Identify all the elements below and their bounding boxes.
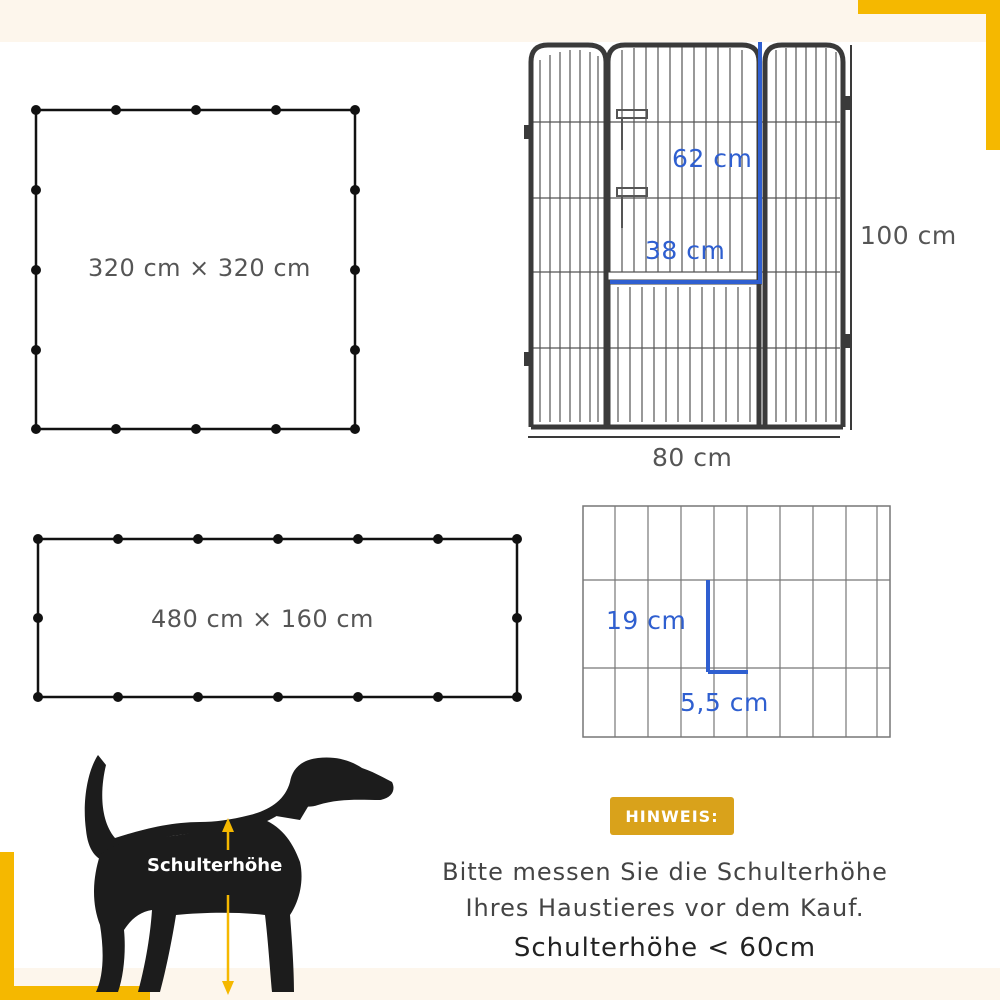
panel-width-label: 80 cm (652, 443, 733, 472)
shoulder-height-limit: Schulterhöhe < 60cm (513, 933, 817, 963)
note-line-2: Ihres Haustieres vor dem Kauf. (465, 894, 865, 922)
door-height-label: 62 cm (672, 144, 753, 173)
mesh-gap-height-label: 19 cm (606, 606, 687, 635)
mesh-gap-width-label: 5,5 cm (680, 688, 769, 717)
shoulder-height-label: Schulterhöhe (147, 855, 283, 876)
hinweis-badge: HINWEIS: (610, 797, 734, 835)
rectangle-layout-label: 480 cm × 160 cm (151, 605, 374, 633)
panel-bars (532, 47, 840, 422)
square-layout-label: 320 cm × 320 cm (88, 254, 311, 282)
panel-height-label: 100 cm (860, 221, 957, 250)
panel-hinges (524, 96, 850, 366)
note-line-1: Bitte messen Sie die Schulterhöhe (442, 858, 888, 886)
door-width-label: 38 cm (645, 236, 726, 265)
